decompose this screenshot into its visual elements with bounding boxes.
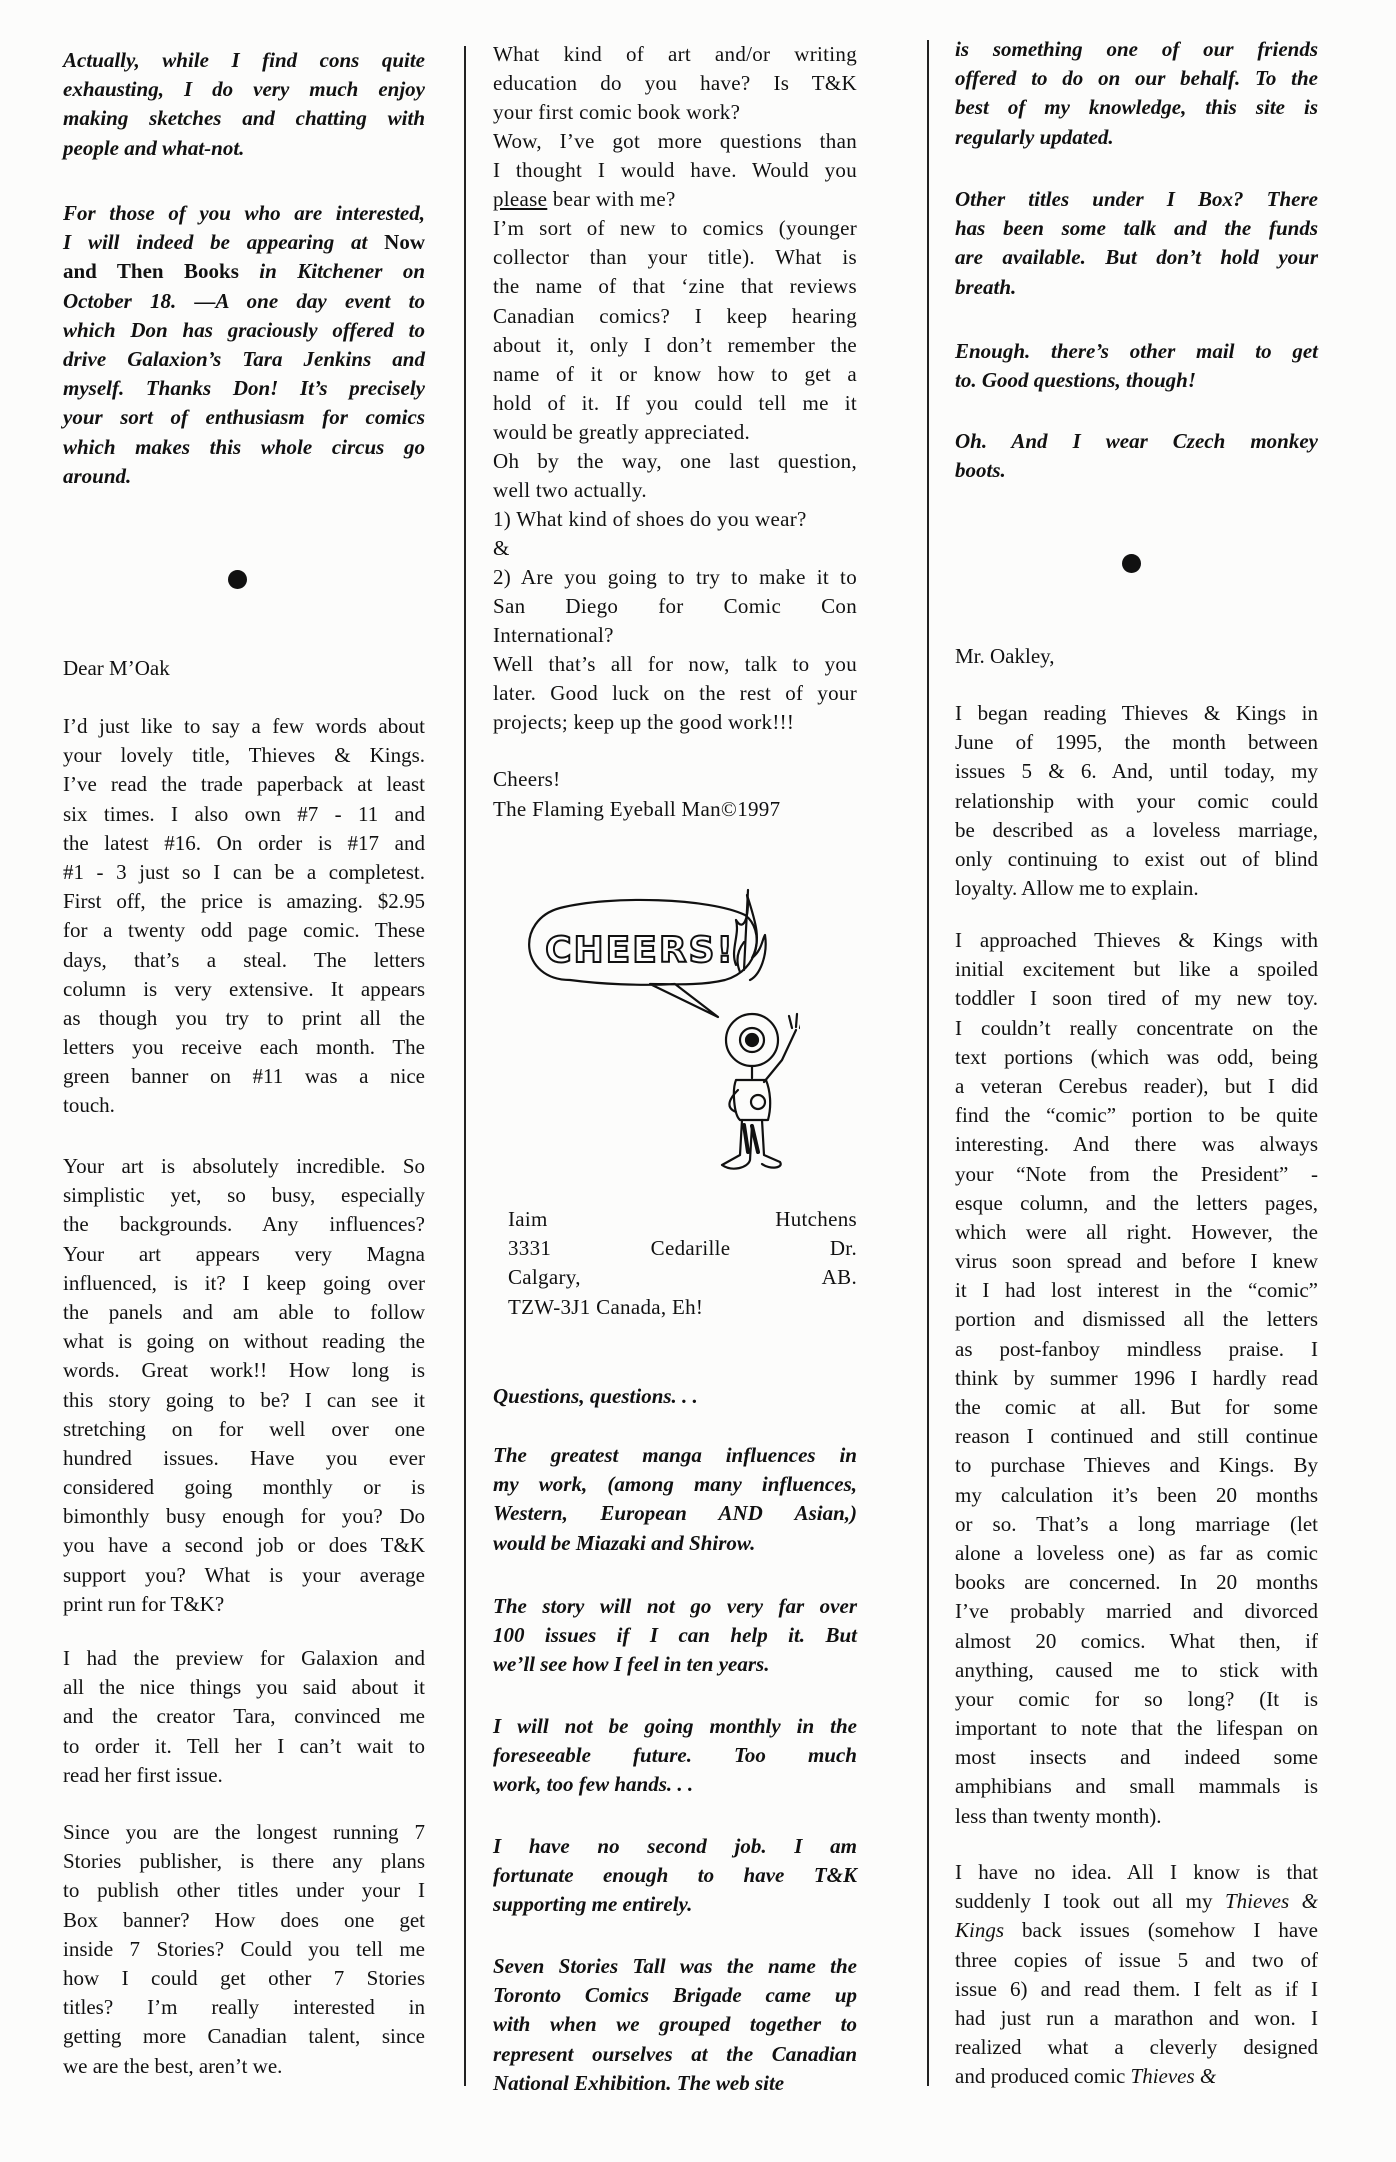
text-line: your lovely title, Thieves & Kings. [63,743,425,768]
text-line: loyalty. Allow me to explain. [955,876,1199,901]
paragraph [955,185,1318,302]
paragraph [493,650,857,738]
text-line: foreseeable future. Too much [493,1743,857,1768]
text-line [955,1887,1318,1916]
text-line: Mr. Oakley, [955,644,1055,668]
text-line: only continuing to exist out of blind [955,846,1318,871]
text-line: Your art appears very Magna [63,1241,425,1266]
text-line: What kind of art and/or writing [493,42,857,66]
text-line: Seven Stories Tall was the name the [493,1954,857,1978]
text-line: simplistic yet, so busy, especially [63,1183,425,1208]
text-line: Calgary, AB. [508,1265,857,1290]
text-line: Box banner? How does one get [63,1907,425,1932]
text-line: I have no second job. I am [493,1834,857,1858]
paragraph [493,505,857,534]
text-line: your sort of enthusiasm for comics [63,405,425,430]
text-line: later. Good luck on the rest of your [493,681,857,706]
paragraph [493,563,857,651]
text-line: Oh. And I wear Czech monkey [955,429,1318,453]
text-line: I couldn’t really concentrate on the [955,1015,1318,1040]
text-line: to. Good questions, though! [955,368,1196,393]
paragraph [63,654,425,683]
text-line: as though you try to print all the [63,1005,425,1030]
text-line: text portions (which was odd, being [955,1044,1318,1069]
paragraph [493,1832,857,1920]
paragraph [955,427,1318,485]
text-line: I’d just like to say a few words about [63,714,425,738]
text-run: Now [384,230,425,255]
text-line: Wow, I’ve got more questions than [493,129,857,153]
text-line: less than twenty month). [955,1803,1162,1828]
text-line: three copies of issue 5 and two of [955,1947,1318,1972]
text-line: considered going monthly or is [63,1475,425,1500]
text-line: offered to do on our behalf. To the [955,66,1318,91]
text-line: important to note that the lifespan on [955,1716,1318,1741]
text-line: the backgrounds. Any influences? [63,1212,425,1237]
paragraph [63,46,425,163]
text-line: projects; keep up the good work!!! [493,710,795,735]
paragraph [955,642,1318,671]
text-line: words. Great work!! How long is [63,1358,425,1383]
text-line: hold of it. If you could tell me it [493,391,857,416]
text-line: regularly updated. [955,124,1114,149]
text-line: name of it or know how to get a [493,361,857,386]
text-line: breath. [955,274,1017,299]
text-line: 3331 Cedarille Dr. [508,1236,857,1261]
text-line: I had the preview for Galaxion and [63,1646,425,1670]
text-line: to publish other titles under your I [63,1878,425,1903]
paragraph [63,1644,425,1790]
text-line: Canadian comics? I keep hearing [493,303,857,328]
text-line: inside 7 Stories? Could you tell me [63,1936,425,1961]
text-line: touch. [63,1093,115,1118]
text-line [63,228,425,257]
text-line: education do you have? Is T&K [493,71,857,96]
paragraph [493,1592,857,1680]
text-line: June of 1995, the month between [955,730,1318,755]
text-line: my calculation it’s been 20 months [955,1482,1318,1507]
text-line: The story will not go very far over [493,1594,857,1618]
text-line: I’ve probably married and divorced [955,1599,1318,1624]
text-line: exhausting, I do very much enjoy [63,77,425,102]
text-line: Iaim Hutchens [508,1207,857,1231]
text-line: a veteran Cerebus reader), but I did [955,1073,1318,1098]
text-line: for a twenty odd page comic. These [63,918,425,943]
text-line: books are concerned. In 20 months [955,1570,1318,1595]
text-line: International? [493,623,614,648]
column-divider-right [927,40,929,2086]
text-line: interesting. And there was always [955,1132,1318,1157]
text-line: toddler I soon tired of my new toy. [955,986,1318,1011]
text-line: portion and dismissed all the letters [955,1307,1318,1332]
text-line: relationship with your comic could [955,788,1318,813]
text-run: bear with me? [547,187,676,212]
text-line: are available. But don’t hold your [955,245,1318,270]
text-line: about it, only I don’t remember the [493,332,857,357]
text-line: anything, caused me to stick with [955,1657,1318,1682]
text-line: your first comic book work? [493,100,741,125]
text-line: 1) What kind of shoes do you wear? [493,507,807,531]
text-line: work, too few hands. . . [493,1772,694,1797]
text-line: to order it. Tell her I can’t wait to [63,1733,425,1758]
text-line: Actually, while I find cons quite [63,48,425,72]
speech-bubble-text: CHEERS! [545,930,735,971]
text-line: TZW-3J1 Canada, Eh! [508,1294,704,1319]
text-line: Dear M’Oak [63,656,170,680]
text-line: all the nice things you said about it [63,1675,425,1700]
text-line: which were all right. However, the [955,1219,1318,1244]
paragraph [63,1152,425,1619]
text-line: green banner on #11 was a nice [63,1064,425,1089]
column-divider-left [464,46,466,2086]
text-line: getting more Canadian talent, since [63,2024,425,2049]
text-line: 100 issues if I can help it. But [493,1623,857,1648]
text-line: 2) Are you going to try to make it to [493,565,857,589]
text-line: best of my knowledge, this site is [955,95,1318,120]
text-line: with when we grouped together to [493,2012,857,2037]
text-line: Questions, questions. . . [493,1384,698,1408]
text-line: amphibians and small mammals is [955,1774,1318,1799]
text-line: I’ve read the trade paperback at least [63,772,425,797]
text-line: to purchase Thieves and Kings. By [955,1453,1318,1478]
text-line: First off, the price is amazing. $2.95 [63,889,425,914]
italic-title: Kings [955,1918,1005,1943]
text-line: influenced, is it? I keep going over [63,1270,425,1295]
paragraph [493,534,857,563]
text-line: my work, (among many influences, [493,1472,857,1497]
text-line: making sketches and chatting with [63,106,425,131]
flaming-eyeball-cartoon [500,880,800,1180]
text-line: be described as a loveless marriage, [955,817,1318,842]
text-line: what is going on without reading the [63,1329,425,1354]
text-line: represent ourselves at the Canadian [493,2041,857,2066]
paragraph [955,337,1318,395]
text-line: The Flaming Eyeball Man©1997 [493,797,781,821]
text-run: and produced comic [955,2064,1131,2089]
paragraph [955,699,1318,903]
text-line: would be Miazaki and Shirow. [493,1530,756,1555]
text-line: the latest #16. On order is #17 and [63,830,425,855]
text-line: has been some talk and the funds [955,216,1318,241]
text-line: Since you are the longest running 7 [63,1820,425,1844]
text-line: we are the best, aren’t we. [63,2053,283,2078]
paragraph [493,127,857,215]
text-line: how I could get other 7 Stories [63,1965,425,1990]
text-line: virus soon spread and before I knew [955,1249,1318,1274]
text-line: I began reading Thieves & Kings in [955,701,1318,725]
paragraph [63,1818,425,2081]
text-line: For those of you who are interested, [63,201,425,225]
text-line: fortunate enough to have T&K [493,1863,857,1888]
text-line: days, that’s a steal. The letters [63,947,425,972]
paragraph [493,40,857,128]
text-line: the name of that ‘zine that reviews [493,274,857,299]
underlined-text: please [493,187,548,212]
text-line: #1 - 3 just so I can be a completest. [63,859,425,884]
paragraph [63,712,425,1121]
paragraph [493,765,857,794]
paragraph [493,1382,857,1411]
paragraph [508,1205,857,1322]
text-line: Toronto Comics Brigade came up [493,1983,857,2008]
text-line: it I had lost interest in the “comic” [955,1278,1318,1303]
text-line: well two actually. [493,478,647,503]
text-line: I’m sort of new to comics (younger [493,216,857,240]
text-line: find the “comic” portion to be quite [955,1103,1318,1128]
paragraph [493,1441,857,1558]
text-line: initial excitement but like a spoiled [955,957,1318,982]
text-line: think by summer 1996 I hardly read [955,1365,1318,1390]
paragraph [955,35,1318,152]
text-line: letters you receive each month. The [63,1035,425,1060]
text-line [63,257,425,286]
text-line: San Diego for Comic Con [493,594,857,619]
text-line: Other titles under I Box? There [955,187,1318,211]
text-line [955,1916,1318,1945]
text-line [493,185,857,214]
text-run: and Then Books [63,259,239,284]
paragraph [493,214,857,448]
text-line: titles? I’m really interested in [63,1995,425,2020]
text-line: your “Note from the President” - [955,1161,1318,1186]
text-line: people and what-not. [63,135,245,160]
italic-title: Thieves & [1130,2064,1217,2089]
text-line: as post-fanboy mindless praise. I [955,1336,1318,1361]
text-line: collector than your title). What is [493,245,857,270]
text-line: reason I continued and still continue [955,1424,1318,1449]
text-line: drive Galaxion’s Tara Jenkins and [63,346,425,371]
text-line: Oh by the way, one last question, [493,449,857,473]
text-line: myself. Thanks Don! It’s precisely [63,376,425,401]
column-left [63,0,425,2162]
paragraph [493,1952,857,2098]
text-line: esque column, and the letters pages, [955,1190,1318,1215]
text-line: would be greatly appreciated. [493,420,751,445]
text-line [955,2062,1318,2091]
text-line: & [493,536,510,560]
text-line: Your art is absolutely incredible. So [63,1154,425,1178]
text-line: the panels and am able to follow [63,1299,425,1324]
text-line: most insects and indeed some [955,1745,1318,1770]
text-line: around. [63,463,132,488]
text-line: bimonthly busy enough for you? Do [63,1504,425,1529]
text-line: column is very extensive. It appears [63,976,425,1001]
flame-icon [734,895,766,980]
text-line: your comic for so long? (It is [955,1686,1318,1711]
text-line: October 18. —A one day event to [63,288,425,313]
text-line: I approached Thieves & Kings with [955,928,1318,952]
text-line: almost 20 comics. What then, if [955,1628,1318,1653]
text-line: print run for T&K? [63,1591,225,1616]
text-run: in Kitchener on [238,259,425,284]
text-line: you have a second job or does T&K [63,1533,425,1558]
paragraph [493,795,857,824]
text-line: supporting me entirely. [493,1892,693,1917]
text-line: Western, European AND Asian,) [493,1501,857,1526]
italic-title: Thieves & [1224,1889,1318,1914]
text-line: support you? What is your average [63,1562,425,1587]
text-line: Well that’s all for now, talk to you [493,652,857,676]
text-line: Stories publisher, is there any plans [63,1849,425,1874]
paragraph [63,199,425,491]
text-line: six times. I also own #7 - 11 and [63,801,425,826]
text-line: stretching on for well over one [63,1416,425,1441]
text-line: I have no idea. All I know is that [955,1860,1318,1884]
text-line: had just run a marathon and won. I [955,2005,1318,2030]
text-line: National Exhibition. The web site [493,2070,785,2095]
paragraph [955,1858,1318,2092]
text-line: alone a loveless one) as far as comic [955,1540,1318,1565]
text-line: realized what a cleverly designed [955,2035,1318,2060]
text-line: or so. That’s a long marriage (let [955,1511,1318,1536]
paragraph [493,447,857,505]
text-line: we’ll see how I feel in ten years. [493,1652,770,1677]
text-line: is something one of our friends [955,37,1318,61]
text-line: I thought I would have. Would you [493,158,857,183]
text-line: this story going to be? I can see it [63,1387,425,1412]
text-line: Cheers! [493,767,561,791]
text-line: issue 6) and read them. I felt as if I [955,1976,1318,2001]
paragraph [955,926,1318,1831]
text-run: back issues (somehow I have [1004,1918,1318,1943]
text-run: suddenly I took out all my [955,1889,1225,1914]
text-line: boots. [955,458,1006,483]
paragraph [493,1712,857,1800]
text-line: hundred issues. Have you ever [63,1445,425,1470]
text-line: and the creator Tara, convinced me [63,1704,425,1729]
text-line: read her first issue. [63,1762,223,1787]
text-line: I will not be going monthly in the [493,1714,857,1738]
text-line: which makes this whole circus go [63,434,425,459]
text-run: I will indeed be appearing at [63,230,385,255]
text-line: the comic at all. But for some [955,1395,1318,1419]
text-line: issues 5 & 6. And, until today, my [955,759,1318,784]
text-line: which Don has graciously offered to [63,317,425,342]
waving-arm [764,1014,800,1082]
text-line: Enough. there’s other mail to get [955,339,1318,363]
column-right [955,0,1318,2162]
text-line: The greatest manga influences in [493,1443,857,1467]
